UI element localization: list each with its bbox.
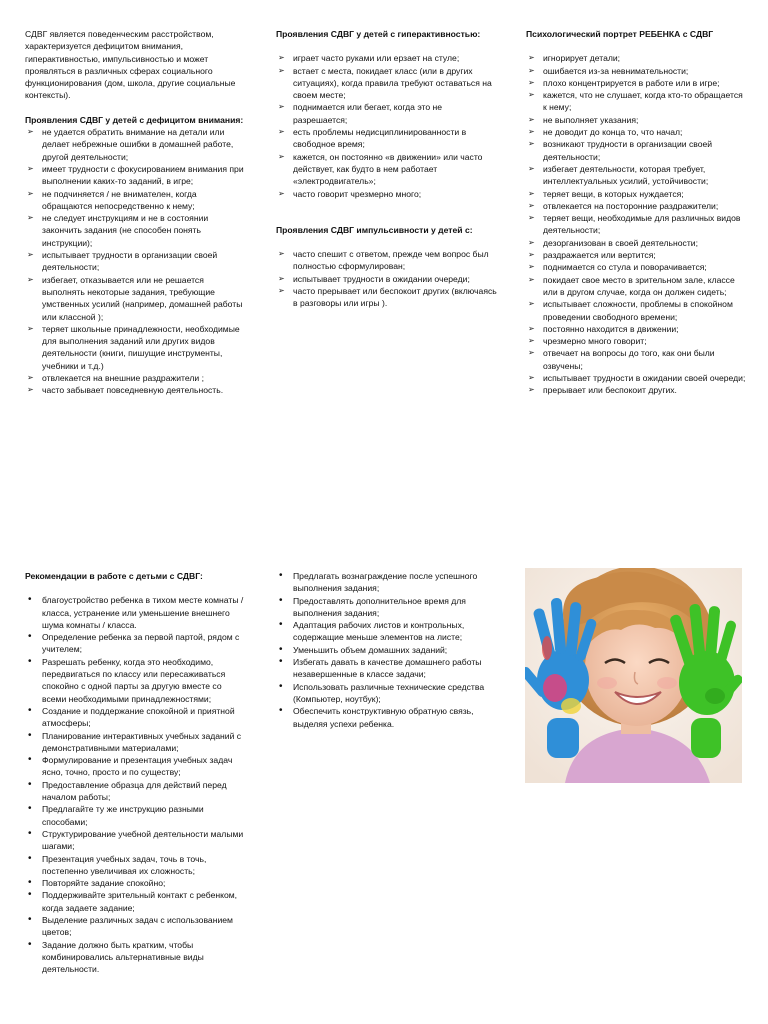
list-item: ➢ отвечает на вопросы до того, как они были озвучены; bbox=[528, 348, 715, 371]
dot-bullet-icon: • bbox=[28, 704, 32, 716]
list-item: ➢ игнорирует детали; bbox=[528, 53, 621, 64]
list-item: • Обеспечить конструктивную обратную связь, выделяя успехи ребенка. bbox=[279, 705, 474, 729]
list-item: ➢ поднимается со стула и поворачивается; bbox=[528, 262, 707, 273]
dot-bullet-icon: • bbox=[279, 656, 283, 668]
dot-bullet-icon: • bbox=[28, 889, 32, 901]
arrow-bullet-icon: ➢ bbox=[528, 53, 535, 63]
column-adhd-attention bbox=[25, 28, 247, 397]
list-item: ➢ испытывает трудности в ожидании своей очереди; bbox=[528, 373, 746, 384]
list-item: • Выделение различных задач с использованием цветов; bbox=[28, 914, 233, 938]
arrow-bullet-icon: ➢ bbox=[278, 286, 285, 296]
arrow-bullet-icon: ➢ bbox=[528, 139, 535, 149]
list-item: • Поддерживайте зрительный контакт с ребенком, когда задаете задание; bbox=[28, 889, 238, 913]
list-item: ➢ есть проблемы недисциплинированности в свободное время; bbox=[278, 127, 467, 150]
list-item: ➢ дезорганизован в своей деятельности; bbox=[528, 237, 698, 248]
list-item: • Предоставление образца для действий перед началом работы; bbox=[28, 778, 227, 803]
arrow-bullet-icon: ➢ bbox=[528, 77, 535, 87]
list-item: ➢ играет часто руками или ерзает на стуле; bbox=[278, 53, 460, 64]
dot-bullet-icon: • bbox=[28, 914, 32, 926]
list-item: • Создание и поддержание спокойной и приятной атмосферы; bbox=[28, 704, 235, 729]
list-item: ➢ избегает деятельности, которая требует, интеллектуальных усилий, устойчивости; bbox=[528, 163, 709, 187]
recommendations-list bbox=[25, 594, 247, 975]
arrow-bullet-icon: ➢ bbox=[528, 127, 535, 137]
arrow-bullet-icon: ➢ bbox=[528, 274, 535, 284]
list-item: ➢ отвлекается на внешние раздражители ; bbox=[27, 373, 204, 384]
list-item: • Структурирование учебной деятельности малыми шагами; bbox=[28, 827, 244, 852]
arrow-bullet-icon: ➢ bbox=[528, 163, 535, 173]
list-item: • Определение ребенка за первой партой, рядом с учителем; bbox=[28, 631, 240, 655]
list-item: ➢ прерывает или беспокоит других. bbox=[528, 385, 677, 396]
dot-bullet-icon: • bbox=[279, 643, 283, 655]
dot-bullet-icon: • bbox=[28, 938, 32, 950]
dot-bullet-icon: • bbox=[279, 705, 283, 717]
list-item: ➢ постоянно находится в движении; bbox=[528, 323, 679, 334]
arrow-bullet-icon: ➢ bbox=[528, 213, 535, 223]
dot-bullet-icon: • bbox=[28, 852, 32, 864]
portrait-heading: Психологический портрет РЕБЕНКА с СДВГ bbox=[526, 29, 714, 39]
list-item: ➢ не следует инструкциям и не в состоянии закончить задания (не способен понять инструкции); bbox=[27, 213, 209, 248]
list-item: • Планирование интерактивных учебных заданий с демонстративными материалами; bbox=[28, 729, 242, 753]
arrow-bullet-icon: ➢ bbox=[27, 323, 34, 333]
child-painted-hands-photo bbox=[525, 568, 742, 783]
arrow-bullet-icon: ➢ bbox=[528, 299, 535, 309]
arrow-bullet-icon: ➢ bbox=[278, 127, 285, 137]
list-item: • Повторяйте задание спокойно; bbox=[28, 877, 166, 889]
column-psych-portrait bbox=[526, 28, 746, 397]
column-hyperactivity bbox=[276, 28, 498, 310]
list-item: ➢ теряет школьные принадлежности, необходимые для выполнения заданий или других видов деятельности (книги, пишущие инструменты, учебники и т.д.) bbox=[27, 323, 240, 371]
list-item: ➢ кажется, что не слушает, когда кто-то обращается к нему; bbox=[528, 90, 743, 113]
dot-bullet-icon: • bbox=[279, 570, 283, 581]
arrow-bullet-icon: ➢ bbox=[27, 213, 34, 223]
list-item: ➢ поднимается или бегает, когда это не разрешается; bbox=[278, 102, 443, 125]
list-item: • Предоставлять дополнительное время для выполнения задания; bbox=[279, 594, 466, 618]
arrow-bullet-icon: ➢ bbox=[27, 127, 34, 137]
arrow-bullet-icon: ➢ bbox=[528, 114, 535, 124]
arrow-bullet-icon: ➢ bbox=[278, 188, 285, 198]
list-item: ➢ покидает свое место в зрительном зале, классе или в другом случае, когда он должен сидеть; bbox=[528, 274, 735, 297]
list-item: • Использовать различные технические средства (Компьютер, ноутбук); bbox=[279, 680, 485, 704]
dot-bullet-icon: • bbox=[28, 754, 32, 766]
list-item: ➢ часто спешит с ответом, прежде чем вопрос был полностью сформулирован; bbox=[278, 249, 489, 272]
list-item: • Формулирование и презентация учебных задач ясно, точно, просто и по существу; bbox=[28, 754, 233, 778]
list-item: ➢ кажется, он постоянно «в движении» или часто действует, как будто в нем работает «электродвигатель»; bbox=[278, 151, 483, 187]
arrow-bullet-icon: ➢ bbox=[278, 102, 285, 112]
attention-heading: Проявления СДВГ у детей с дефицитом внимания: bbox=[25, 114, 244, 125]
list-item: • Презентация учебных задач, точь в точь, постепенно увеличивая их сложность; bbox=[28, 852, 207, 876]
arrow-bullet-icon: ➢ bbox=[528, 348, 535, 358]
arrow-bullet-icon: ➢ bbox=[27, 250, 34, 260]
arrow-bullet-icon: ➢ bbox=[528, 90, 535, 100]
arrow-bullet-icon: ➢ bbox=[528, 336, 535, 346]
list-item: • Задание должно быть кратким, чтобы комбинировались альтернативные виды деятельности. bbox=[28, 938, 204, 975]
list-item: ➢ плохо концентрируется в работе или в игре; bbox=[528, 77, 720, 88]
impulsivity-list bbox=[276, 248, 498, 309]
list-item: ➢ отвлекается на посторонние раздражители; bbox=[528, 200, 719, 211]
arrow-bullet-icon: ➢ bbox=[278, 273, 285, 283]
arrow-bullet-icon: ➢ bbox=[528, 65, 535, 75]
arrow-bullet-icon: ➢ bbox=[528, 188, 535, 198]
arrow-bullet-icon: ➢ bbox=[278, 151, 285, 161]
list-item: • Уменьшить объем домашних заданий; bbox=[279, 643, 448, 655]
column-recommendations bbox=[25, 570, 247, 976]
arrow-bullet-icon: ➢ bbox=[528, 200, 535, 210]
column-recommendations-cont bbox=[276, 570, 498, 730]
list-item: • Предлагайте ту же инструкцию разными способами; bbox=[28, 803, 204, 827]
arrow-bullet-icon: ➢ bbox=[528, 373, 535, 383]
list-item: ➢ теряет вещи, необходимые для различных видов деятельности; bbox=[528, 213, 741, 236]
list-item: ➢ испытывает трудности в ожидании очереди; bbox=[278, 273, 470, 284]
arrow-bullet-icon: ➢ bbox=[528, 237, 535, 247]
arrow-bullet-icon: ➢ bbox=[528, 250, 535, 260]
arrow-bullet-icon: ➢ bbox=[27, 373, 34, 383]
list-item: ➢ часто прерывает или беспокоит других (включаясь в разговоры или игры ). bbox=[278, 286, 497, 309]
list-item: ➢ не подчиняется / не внимателен, когда обращаются непосредственно к нему; bbox=[27, 188, 197, 211]
list-item: ➢ часто забывает повседневную деятельность. bbox=[27, 385, 224, 396]
list-item: • благоустройство ребенка в тихом месте комнаты / класса, устранение или уменьшение внешнего шума комнаты / класса. bbox=[28, 594, 244, 630]
recommendations-cont-list bbox=[276, 570, 498, 730]
dot-bullet-icon: • bbox=[28, 827, 32, 839]
list-item: ➢ избегает, отказывается или не решается выполнять некоторые задания, требующие умственных усилий (например, домашней работы или классной ); bbox=[27, 274, 243, 322]
list-item: • Предлагать вознаграждение после успешного выполнения задания; bbox=[279, 570, 478, 594]
dot-bullet-icon: • bbox=[28, 631, 32, 643]
dot-bullet-icon: • bbox=[28, 877, 32, 889]
list-item: ➢ часто говорит чрезмерно много; bbox=[278, 188, 422, 199]
list-item: ➢ теряет вещи, в которых нуждается; bbox=[528, 188, 684, 199]
list-item: ➢ встает с места, покидает класс (или в других ситуациях), когда правила требуют оставаться на своем месте; bbox=[278, 65, 492, 101]
impulsivity-heading: Проявления СДВГ импульсивности у детей с: bbox=[276, 224, 473, 235]
dot-bullet-icon: • bbox=[28, 594, 32, 606]
arrow-bullet-icon: ➢ bbox=[278, 53, 285, 63]
list-item: ➢ чрезмерно много говорит; bbox=[528, 336, 647, 347]
list-item: ➢ ошибается из-за невнимательности; bbox=[528, 65, 689, 76]
intro-text: СДВГ является поведенческим расстройством, характеризуется дефицитом внимания, гиперактивностью, импульсивностью и может проявляться в различных сферах социального функционирования (дом, школа, другие социальные контексты). bbox=[25, 29, 236, 101]
dot-bullet-icon: • bbox=[279, 619, 283, 631]
arrow-bullet-icon: ➢ bbox=[27, 163, 34, 173]
arrow-bullet-icon: ➢ bbox=[27, 385, 34, 395]
dot-bullet-icon: • bbox=[28, 778, 32, 790]
arrow-bullet-icon: ➢ bbox=[528, 323, 535, 333]
list-item: ➢ испытывает трудности в организации своей деятельности; bbox=[27, 250, 218, 273]
list-item: ➢ испытывает сложности, проблемы в спокойном проведении свободного времени; bbox=[528, 299, 733, 322]
list-item: • Избегать давать в качестве домашнего работы незавершенные в классе задачи; bbox=[279, 656, 482, 680]
arrow-bullet-icon: ➢ bbox=[278, 249, 285, 259]
hyperactivity-heading: Проявления СДВГ у детей с гиперактивностью: bbox=[276, 29, 481, 39]
photo-illustration bbox=[525, 568, 742, 783]
list-item: • Адаптация рабочих листов и контрольных, содержащие меньше элементов на листе; bbox=[279, 619, 465, 643]
list-item: ➢ имеет трудности с фокусированием внимания при выполнении каких-то заданий, в игре; bbox=[27, 163, 244, 187]
portrait-list bbox=[526, 52, 746, 396]
dot-bullet-icon: • bbox=[279, 680, 283, 692]
dot-bullet-icon: • bbox=[279, 594, 283, 606]
list-item: ➢ не выполняет указания; bbox=[528, 114, 639, 125]
list-item: ➢ не удается обратить внимание на детали или делает небрежные ошибки в домашней работе, другой деятельности; bbox=[27, 127, 234, 162]
list-item: ➢ не доводит до конца то, что начал; bbox=[528, 127, 683, 138]
attention-list bbox=[25, 126, 247, 397]
dot-bullet-icon: • bbox=[28, 729, 32, 741]
list-item: ➢ раздражается или вертится; bbox=[528, 250, 656, 261]
dot-bullet-icon: • bbox=[28, 655, 32, 667]
list-item: ➢ возникают трудности в организации своей деятельности; bbox=[528, 139, 713, 162]
hyperactivity-list bbox=[276, 52, 498, 200]
arrow-bullet-icon: ➢ bbox=[27, 188, 34, 198]
arrow-bullet-icon: ➢ bbox=[27, 274, 34, 284]
arrow-bullet-icon: ➢ bbox=[528, 385, 535, 395]
list-item: • Разрешать ребенку, когда это необходимо, передвигаться по классу или пересаживаться спокойно с одной парты за другую вместе со всеми необходимыми принадлежностями; bbox=[28, 655, 226, 704]
dot-bullet-icon: • bbox=[28, 803, 32, 815]
arrow-bullet-icon: ➢ bbox=[528, 262, 535, 272]
arrow-bullet-icon: ➢ bbox=[278, 65, 285, 75]
recommendations-heading: Рекомендации в работе с детьми с СДВГ: bbox=[25, 571, 203, 581]
